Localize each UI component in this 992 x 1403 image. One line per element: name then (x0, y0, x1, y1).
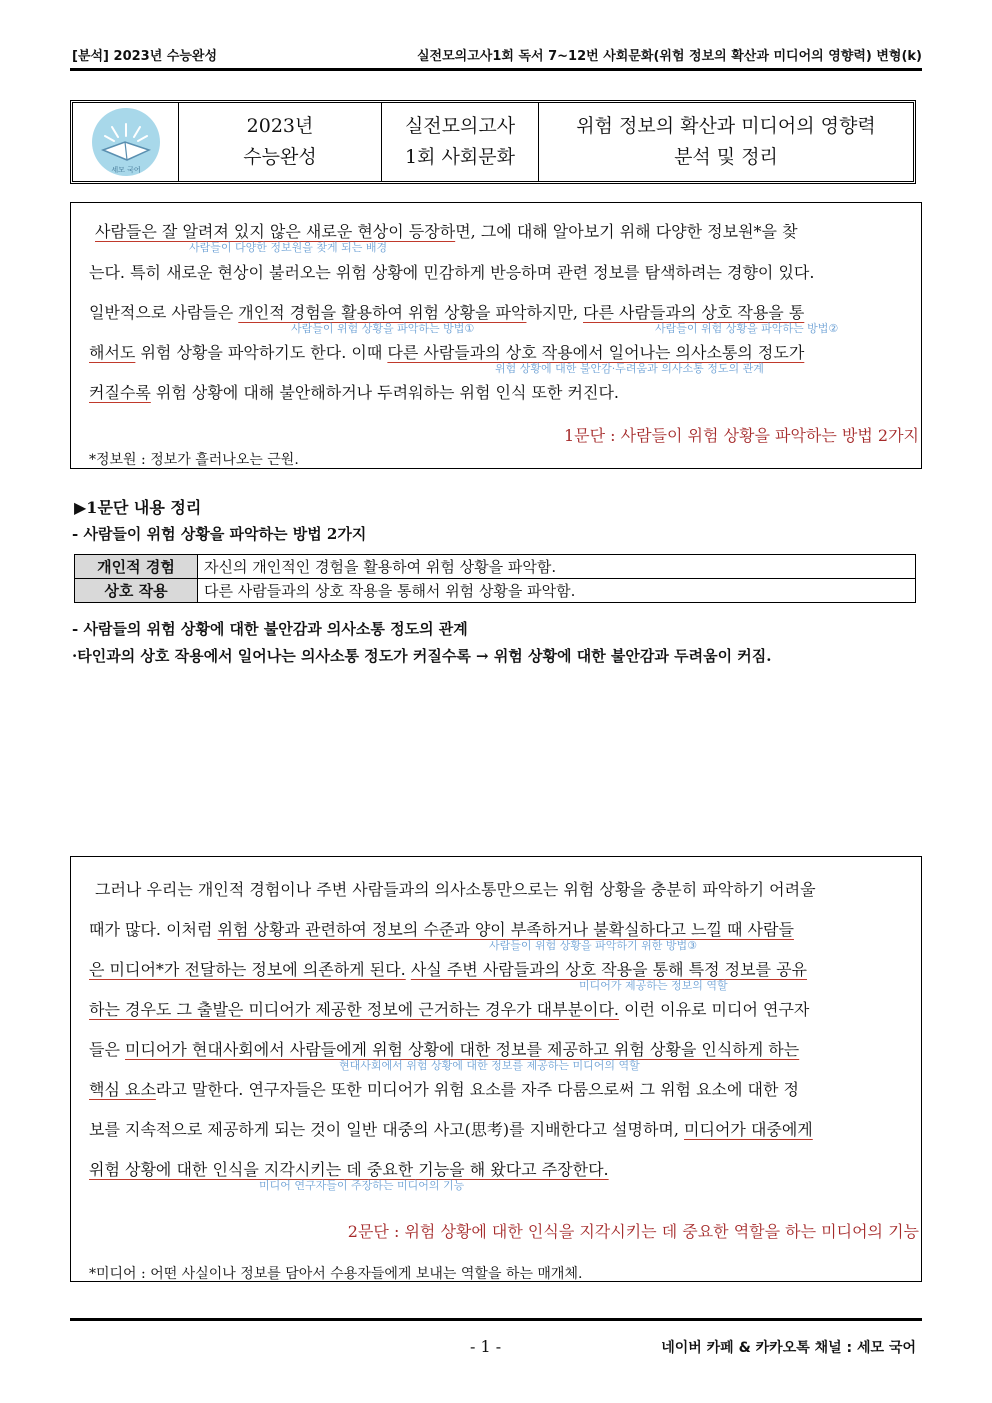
p1-footnote: *정보원 : 정보가 흘러나오는 근원. (89, 452, 299, 468)
page-number: - 1 - (470, 1337, 502, 1356)
p2-summary: 2문단 : 위험 상황에 대한 인식을 지각시키는 데 중요한 역할을 하는 미디어의 기능 (347, 1222, 919, 1241)
p2-note-5: 현대사회에서 위험 상황에 대한 정보를 제공하는 미디어의 역할 (339, 1059, 640, 1072)
p1-line-1: 사람들은 잘 알려져 있지 않은 새로운 현상이 등장하면, 그에 대해 알아보기 위해 다양한 정보원*을 찾 (95, 222, 798, 241)
title-box (70, 100, 916, 184)
p1-note-3a: 사람들이 위험 상황을 파악하는 방법① (291, 322, 475, 335)
title-cell-topic (539, 103, 913, 181)
p2-line-7: 보를 지속적으로 제공하게 되는 것이 일반 대중의 사고(思考)를 지배한다고 설명하며, 미디어가 대중에게 (89, 1120, 813, 1139)
p2-line-3: 은 미디어*가 전달하는 정보에 의존하게 된다. 사실 주변 사람들과의 상호 작용을 통해 특정 정보를 공유 (89, 960, 808, 979)
logo-text: 세모 국어 (110, 166, 141, 174)
p1-line-2: 는다. 특히 새로운 현상이 불러오는 위험 상황에 민감하게 반응하며 관련 정보를 탐색하려는 경향이 있다. (89, 263, 815, 282)
title-cell-topic-line1: 위험 정보의 확산과 미디어의 영향력 (576, 115, 876, 137)
title-cell-book-line2: 수능완성 (243, 146, 317, 168)
p2-line-1: 그러나 우리는 개인적 경험이나 주변 사람들과의 의사소통만으로는 위험 상황을 충분히 파악하기 어려울 (95, 880, 816, 899)
summary1-heading: ▶1문단 내용 정리 (74, 498, 202, 517)
header-left: [분석] 2023년 수능완성 (72, 49, 218, 64)
table-body-cell: 자신의 개인적인 경험을 활용하여 위험 상황을 파악함. (198, 555, 916, 579)
p1-line-4: 해서도 위험 상황을 파악하기도 한다. 이때 다른 사람들과의 상호 작용에서 일어나는 의사소통의 정도가 (89, 343, 805, 362)
p2-line-6: 핵심 요소라고 말한다. 연구자들은 또한 미디어가 위험 요소를 자주 다룸으로써 그 위험 요소에 대한 정 (89, 1080, 799, 1099)
p2-line-2: 때가 많다. 이처럼 위험 상황과 관련하여 정보의 수준과 양이 부족하거나 불확실하다고 느낄 때 사람들 (89, 920, 794, 939)
summary1-sub2: - 사람들의 위험 상황에 대한 불안감과 의사소통 정도의 관계 (72, 620, 468, 638)
footer-rule (70, 1318, 922, 1321)
p2-footnote: *미디어 : 어떤 사실이나 정보를 담아서 수용자들에게 보내는 역할을 하는 매개체. (89, 1266, 583, 1282)
header-right: 실전모의고사1회 독서 7~12번 사회문화(위험 정보의 확산과 미디어의 영향력) 변형(k) (417, 49, 922, 64)
table-head-cell: 상호 작용 (75, 579, 198, 603)
title-cell-book (179, 103, 382, 181)
table-row (75, 579, 916, 603)
title-cell-exam (382, 103, 539, 181)
table-body-cell: 다른 사람들과의 상호 작용을 통해서 위험 상황을 파악함. (198, 579, 916, 603)
table-head-cell: 개인적 경험 (75, 555, 198, 579)
summary1-sub3: ·타인과의 상호 작용에서 일어나는 의사소통 정도가 커질수록 → 위험 상황에 대한 불안감과 두려움이 커짐. (72, 647, 772, 665)
p1-note-4: 위험 상황에 대한 불안감·두려움과 의사소통 정도의 관계 (495, 362, 764, 375)
p1-note-1: 사람들이 다양한 정보원을 찾게 되는 배경 (189, 241, 388, 254)
p2-note-2: 사람들이 위험 상황을 파악하기 위한 방법③ (489, 939, 697, 952)
p2-note-8: 미디어 연구자들이 주장하는 미디어의 기능 (259, 1179, 465, 1192)
p1-summary: 1문단 : 사람들이 위험 상황을 파악하는 방법 2가지 (563, 426, 919, 445)
passage-paragraph-1 (70, 202, 922, 469)
title-cell-exam-line1: 실전모의고사 (404, 115, 516, 137)
p1-line-5: 커질수록 위험 상황에 대해 불안해하거나 두려워하는 위험 인식 또한 커진다. (89, 383, 620, 402)
p2-line-8: 위험 상황에 대한 인식을 지각시키는 데 중요한 기능을 해 왔다고 주장한다. (89, 1160, 609, 1179)
p2-note-3: 미디어가 제공하는 정보의 역할 (579, 979, 728, 992)
header-rule (70, 68, 922, 71)
p2-line-5: 들은 미디어가 현대사회에서 사람들에게 위험 상황에 대한 정보를 제공하고 위험 상황을 인식하게 하는 (89, 1040, 800, 1059)
book-logo-icon (85, 106, 167, 178)
logo-cell (73, 103, 179, 181)
table-row (75, 555, 916, 579)
channel-text: 네이버 카페 & 카카오톡 채널 : 세모 국어 (661, 1340, 916, 1356)
p1-line-3: 일반적으로 사람들은 개인적 경험을 활용하여 위험 상황을 파악하지만, 다른 사람들과의 상호 작용을 통 (89, 303, 805, 322)
title-cell-topic-line2: 분석 및 정리 (674, 146, 778, 168)
p2-line-4: 하는 경우도 그 출발은 미디어가 제공한 정보에 근거하는 경우가 대부분이다. 이런 이유로 미디어 연구자 (89, 1000, 810, 1019)
summary1-sub1: - 사람들이 위험 상황을 파악하는 방법 2가지 (72, 525, 367, 543)
summary1-table (74, 554, 916, 603)
title-cell-book-line1: 2023년 (246, 115, 314, 137)
title-cell-exam-line2: 1회 사회문화 (405, 146, 515, 168)
p1-note-3b: 사람들이 위험 상황을 파악하는 방법② (655, 322, 839, 335)
passage-paragraph-2 (70, 856, 922, 1282)
